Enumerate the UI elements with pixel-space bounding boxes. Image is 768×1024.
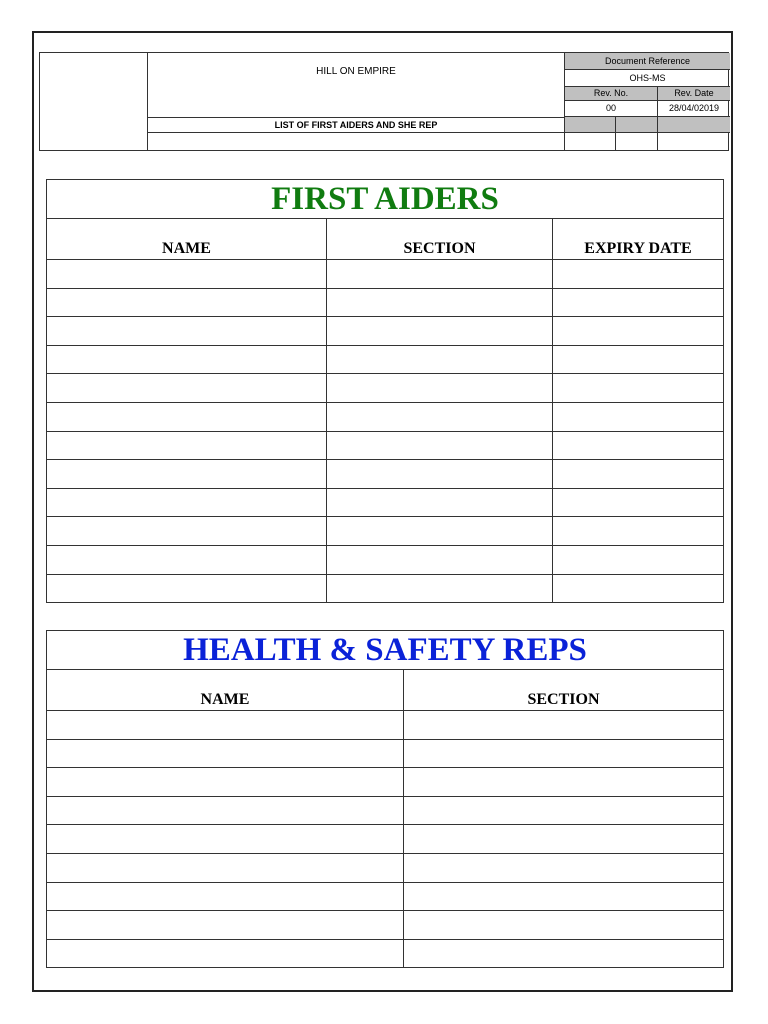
blank-entry-cell[interactable]	[327, 517, 553, 546]
first-aiders-table	[46, 179, 724, 603]
blank-entry-cell[interactable]	[47, 853, 404, 882]
blank-entry-cell[interactable]	[327, 374, 553, 403]
document-reference-block	[564, 53, 730, 150]
logo-placeholder	[40, 53, 148, 150]
blank-entry-cell[interactable]	[553, 517, 724, 546]
blank-entry-cell[interactable]	[553, 574, 724, 603]
table-row	[47, 796, 724, 825]
column-header-section: SECTION	[327, 219, 553, 260]
rev-date-label: Rev. Date	[658, 87, 730, 101]
table-row	[47, 374, 724, 403]
blank-entry-cell[interactable]	[47, 431, 327, 460]
table-row	[47, 431, 724, 460]
blank-entry-cell[interactable]	[327, 574, 553, 603]
blank-entry-cell[interactable]	[47, 825, 404, 854]
column-header-name: NAME	[47, 670, 404, 711]
rev-no-value: 00	[565, 101, 658, 117]
blank-entry-cell[interactable]	[47, 574, 327, 603]
table-row	[47, 288, 724, 317]
blank-entry-cell[interactable]	[404, 768, 724, 797]
blank-entry-cell[interactable]	[47, 711, 404, 740]
table-row	[47, 345, 724, 374]
table-row	[47, 911, 724, 940]
ref-blank-cell	[658, 133, 730, 150]
table-row	[47, 574, 724, 603]
blank-entry-cell[interactable]	[47, 288, 327, 317]
table-row	[47, 739, 724, 768]
blank-entry-cell[interactable]	[553, 345, 724, 374]
column-header-name: NAME	[47, 219, 327, 260]
table-row	[47, 853, 724, 882]
table-row	[47, 260, 724, 289]
she-reps-title: HEALTH & SAFETY REPS	[47, 631, 724, 670]
blank-entry-cell[interactable]	[47, 517, 327, 546]
table-row	[47, 825, 724, 854]
first-aiders-title: FIRST AIDERS	[47, 180, 724, 219]
table-row	[47, 882, 724, 911]
ref-gray-cell	[616, 117, 658, 133]
blank-entry-cell[interactable]	[553, 431, 724, 460]
blank-entry-cell[interactable]	[553, 317, 724, 346]
blank-entry-cell[interactable]	[327, 260, 553, 289]
table-row	[47, 317, 724, 346]
table-row	[47, 402, 724, 431]
she-reps-table	[46, 630, 724, 968]
document-header	[39, 52, 729, 151]
blank-entry-cell[interactable]	[553, 260, 724, 289]
blank-entry-cell[interactable]	[404, 796, 724, 825]
blank-entry-cell[interactable]	[404, 825, 724, 854]
blank-entry-cell[interactable]	[47, 402, 327, 431]
blank-entry-cell[interactable]	[327, 288, 553, 317]
table-row	[47, 768, 724, 797]
blank-entry-cell[interactable]	[47, 317, 327, 346]
table-row	[47, 939, 724, 968]
company-name: HILL ON EMPIRE	[316, 66, 396, 77]
blank-entry-cell[interactable]	[327, 317, 553, 346]
blank-entry-cell[interactable]	[553, 288, 724, 317]
blank-entry-cell[interactable]	[327, 431, 553, 460]
table-row	[47, 711, 724, 740]
blank-entry-cell[interactable]	[47, 460, 327, 489]
blank-entry-cell[interactable]	[47, 768, 404, 797]
table-row	[47, 545, 724, 574]
blank-entry-cell[interactable]	[47, 882, 404, 911]
blank-entry-cell[interactable]	[553, 374, 724, 403]
blank-entry-cell[interactable]	[327, 488, 553, 517]
ref-blank-cell	[616, 133, 658, 150]
table-row	[47, 488, 724, 517]
rev-date-value: 28/04/02019	[658, 101, 730, 117]
blank-entry-cell[interactable]	[553, 460, 724, 489]
blank-entry-cell[interactable]	[404, 882, 724, 911]
column-header-section: SECTION	[404, 670, 724, 711]
blank-entry-cell[interactable]	[47, 488, 327, 517]
ref-blank-cell	[565, 133, 616, 150]
rev-no-label: Rev. No.	[565, 87, 658, 101]
blank-entry-cell[interactable]	[47, 739, 404, 768]
document-reference-value: OHS-MS	[565, 70, 730, 87]
blank-entry-cell[interactable]	[327, 402, 553, 431]
ref-gray-cell	[565, 117, 616, 133]
blank-entry-cell[interactable]	[404, 853, 724, 882]
blank-entry-cell[interactable]	[553, 545, 724, 574]
column-header-expiry-date: EXPIRY DATE	[553, 219, 724, 260]
blank-entry-cell[interactable]	[404, 911, 724, 940]
blank-entry-cell[interactable]	[47, 796, 404, 825]
blank-entry-cell[interactable]	[47, 260, 327, 289]
blank-entry-cell[interactable]	[404, 939, 724, 968]
blank-entry-cell[interactable]	[47, 345, 327, 374]
blank-entry-cell[interactable]	[327, 460, 553, 489]
blank-entry-cell[interactable]	[553, 488, 724, 517]
document-title: LIST OF FIRST AIDERS AND SHE REP	[148, 117, 564, 133]
blank-entry-cell[interactable]	[404, 711, 724, 740]
blank-entry-cell[interactable]	[47, 939, 404, 968]
blank-entry-cell[interactable]	[327, 545, 553, 574]
ref-gray-cell	[658, 117, 730, 133]
blank-entry-cell[interactable]	[47, 374, 327, 403]
table-row	[47, 460, 724, 489]
table-row	[47, 517, 724, 546]
blank-entry-cell[interactable]	[327, 345, 553, 374]
blank-entry-cell[interactable]	[47, 911, 404, 940]
blank-entry-cell[interactable]	[404, 739, 724, 768]
document-reference-label: Document Reference	[565, 53, 730, 70]
blank-entry-cell[interactable]	[47, 545, 327, 574]
blank-entry-cell[interactable]	[553, 402, 724, 431]
